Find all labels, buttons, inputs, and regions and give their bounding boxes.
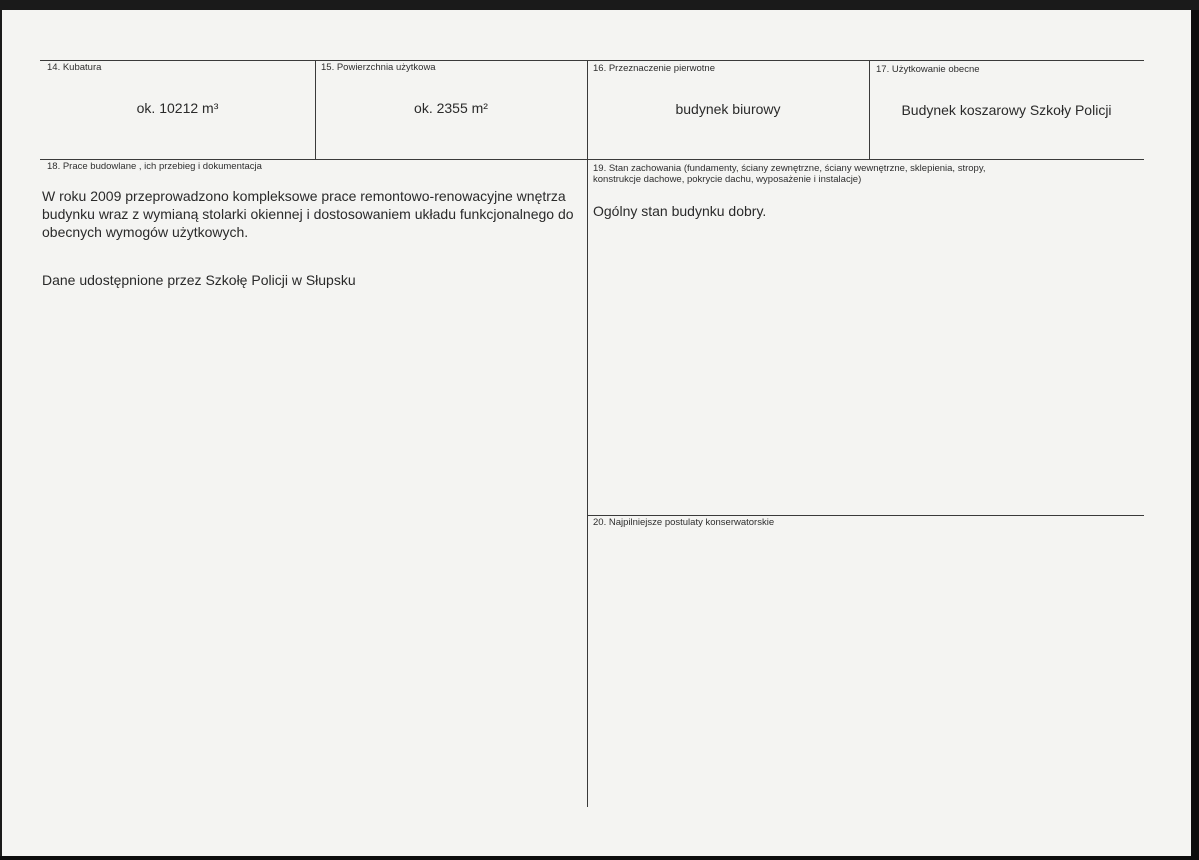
- section-18-label: 18. Prace budowlane , ich przebieg i dokumentacja: [47, 161, 262, 172]
- field-16-label: 16. Przeznaczenie pierwotne: [593, 63, 715, 74]
- field-15-label: 15. Powierzchnia użytkowa: [321, 62, 436, 73]
- form-sheet: [2, 10, 1191, 856]
- field-17-label: 17. Użytkowanie obecne: [876, 64, 980, 75]
- field-15-value: ok. 2355 m²: [414, 100, 488, 116]
- field-14-value: ok. 10212 m³: [136, 100, 219, 116]
- row-separator: [40, 159, 1144, 160]
- top-row-border: [40, 60, 1144, 61]
- field-14-label: 14. Kubatura: [47, 62, 102, 73]
- section-18-source: [42, 271, 582, 289]
- section-19-label-line-2: konstrukcje dachowe, pokrycie dachu, wyposażenie i instalacje): [593, 174, 862, 185]
- column-divider: [587, 159, 588, 807]
- section-18-text: [42, 187, 582, 241]
- scan-edge-bottom: [0, 856, 1199, 860]
- section-18-paragraph-2: Dane udostępnione przez Szkołę Policji w Słupsku: [42, 272, 356, 288]
- section20-border: [587, 515, 1144, 516]
- field-17-value: Budynek koszarowy Szkoły Policji: [901, 102, 1112, 118]
- scan-edge-right: [1191, 10, 1199, 860]
- section-20-label: 20. Najpilniejsze postulaty konserwatorskie: [593, 517, 775, 528]
- field-16-value: budynek biurowy: [675, 101, 781, 117]
- section-19-text: Ogólny stan budynku dobry.: [593, 203, 767, 219]
- section-19-label-line-1: 19. Stan zachowania (fundamenty, ściany zewnętrzne, ściany wewnętrzne, sklepienia, stropy,: [593, 163, 986, 174]
- section-18-paragraph-1: W roku 2009 przeprowadzono kompleksowe prace remontowo-renowacyjne wnętrza budynku wraz z wymianą stolarki okiennej i dostosowaniem układu funkcjonalnego do obecnych wymogów użytkowych.: [42, 188, 574, 240]
